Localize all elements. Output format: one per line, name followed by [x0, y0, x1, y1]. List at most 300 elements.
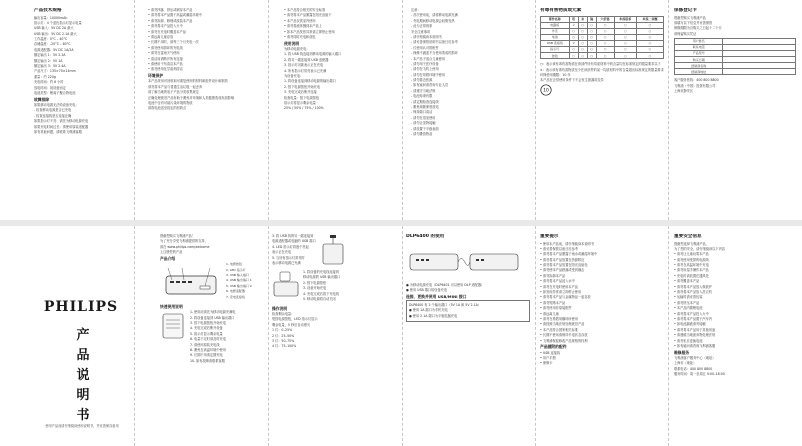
notice-line: • 请勿将本产品暴露在阳光直射下 [284, 13, 332, 18]
table-cell: 外壳 [541, 28, 570, 34]
tip-line: 3. 按下电源按钮开始充电 [190, 321, 226, 326]
table-cell: ○ [596, 46, 614, 52]
spec-line: 额定输出 3：5V 2.4A [34, 64, 66, 69]
dlp-captions [406, 283, 530, 292]
table-cell: ○ [596, 22, 614, 28]
safety-info-line: • 请勿将本产品放入微波炉 [674, 284, 712, 289]
usage-list [284, 47, 398, 110]
spec-line: 充电时间：约 6 小时 [34, 80, 64, 85]
form-label: 经销商地址 [675, 69, 723, 75]
service-line: 飞利浦客户服务中心（地址） [674, 356, 716, 361]
part-label: 2. LED 指示灯 [226, 267, 246, 272]
env-title: 环境保护 [148, 72, 164, 78]
tip-line: 8. 避免在高温环境中使用 [190, 348, 226, 352]
safety-info-line: • 请勿将本产品投入火中 [674, 311, 709, 316]
important-line: • 请妥善保管以备日后参考 [540, 246, 578, 251]
table-header-cell: 部件名称 [541, 16, 570, 22]
charge-device-line: 2. 按下电源按钮 [303, 280, 327, 285]
part-label: 7. 充电连接线 [226, 294, 245, 299]
table-cell: ○ [614, 28, 636, 34]
safety-info-line: 感谢您选择飞利浦产品， [674, 241, 710, 246]
cover-title-char: 产 [76, 328, 90, 343]
note-line: - 仅使用认可的配件 [411, 45, 439, 50]
table-cell: ○ [578, 34, 587, 40]
cover-title-char: 说 [76, 368, 90, 383]
faq-line: 如果指示灯不亮：请先为移动电源充电 [34, 119, 89, 124]
usage-line: 1. 将设备连接到移动电源的输出端口 [284, 79, 336, 84]
important-line: • 请勿将本产品浸入水中 [540, 279, 575, 284]
table-cell: 指示灯 [541, 46, 570, 52]
notice-list [284, 8, 398, 39]
warranty-footer-line: 上海市静安区 [674, 89, 694, 94]
safety-line: • 请勿使用损坏的充电线 [148, 45, 183, 50]
charge-device-line: 移动电源的 USB 输出端口 [303, 275, 341, 280]
warranty-footer-line: 客户服务热线：400 800 8800 [674, 78, 719, 83]
env-list [148, 79, 264, 110]
table-cell: ○ [636, 40, 663, 46]
faq-title: 故障排除 [34, 96, 50, 102]
important-line: • 长期不使用请保持半电状态存放 [540, 333, 588, 338]
intro-line: 感谢您购买飞利浦产品！ [160, 234, 196, 238]
note-line: - 电池寿命有限 [411, 94, 433, 99]
charge-bank-line: 表示正在充电 [272, 250, 292, 255]
note-line: 安全注意事项 [411, 29, 431, 34]
service-line: 联系电话：400 800 8800 [674, 366, 713, 371]
safety-list [148, 8, 264, 71]
power-bank-illustration [160, 262, 222, 302]
safety-line: • 请勿拆卸、修理或改装本产品 [148, 18, 193, 23]
table-cell: ○ [587, 40, 596, 46]
spec-line: 工作温度：0°C – 40°C [34, 37, 68, 42]
table-cell: ○ [614, 22, 636, 28]
note-line: - 请妥善保管说明书以备日后参考 [411, 40, 458, 45]
cover-title [68, 326, 98, 426]
spec-line: 电源适配器：5V DC 1A/2A [34, 47, 74, 52]
charge-device-line: 3. 设备开始充电 [303, 286, 327, 291]
usage-line: 25% / 50% / 75% / 100% [284, 106, 324, 111]
table-header-cell: 铅 [569, 16, 578, 22]
form-label: 用户姓名 [675, 38, 723, 44]
safety-info-line: • 请勿挤压本产品 [674, 300, 700, 305]
charge-bank-line: 5. 当所有指示灯常亮时 [272, 255, 305, 260]
safety-info-line: • 请勿覆盖本产品 [674, 279, 700, 284]
note-line: - 请勿在易燃环境中使用 [411, 72, 446, 77]
important-line: • 请勿将本产品暴露于雨水或潮湿环境中 [540, 252, 598, 257]
table-cell: 按钮 [541, 53, 570, 59]
hazard-notes [540, 62, 664, 82]
important-line: • 请勿将本产品放置在热源附近 [540, 257, 585, 262]
fold-line [268, 226, 269, 446]
table-cell: ○ [614, 34, 636, 40]
charge-bank-line: 4. LED 指示灯将逐个亮起 [272, 244, 309, 249]
note-line: - 避免频繁深度放电 [411, 105, 439, 110]
dlp-subtitle: 连接、更换并使用 USB/MINI 接口 [406, 293, 467, 299]
service-line: 服务时间：周一至周五 9:00–18:00 [674, 372, 725, 377]
note-line: - 本产品不适合儿童使用 [411, 56, 446, 61]
usage-title: 使用说明 [284, 40, 300, 46]
spec-line: 存储温度：-20°C – 60°C [34, 42, 71, 47]
table-cell: ○ [596, 34, 614, 40]
safety-info-line: • 如有疑问请咨询飞利浦客服 [674, 343, 716, 348]
faq-line: 如有其他问题，请联系飞利浦客服 [34, 130, 82, 135]
dlp-illustration [406, 242, 526, 282]
bottom-col-important [540, 234, 664, 438]
usage-line: 3. 指示灯闪烁表示正在充电 [284, 63, 324, 68]
warranty-footer [674, 78, 796, 93]
top-col-specs [34, 8, 130, 212]
part-label: 4. USB 输出端口 1 [226, 278, 252, 283]
important-line: • 请勿在易燃易爆场所使用 [540, 316, 578, 321]
important-line: • 请远离儿童 [540, 311, 559, 316]
tip-line: 4. 充电完成后断开设备 [190, 326, 223, 331]
dlp-caption: ● 使用 USB 端口给设备充电 [406, 287, 448, 292]
table-header-cell: 多溴联苯 [614, 16, 636, 22]
warranty-intro-line: 保修期限为自购买之日起十二个月 [674, 26, 722, 31]
note-line: - 请勿在飞机上使用 [411, 67, 439, 72]
charging-illustration [319, 234, 347, 268]
note-line: - 如有疑问请咨询专业人员 [411, 83, 449, 88]
table-cell: ○ [587, 28, 596, 34]
table-cell: ○ [569, 53, 578, 59]
faq-list [34, 103, 130, 134]
charge-bank-line: 3. 将 USB 线的另一端连接到 [272, 234, 314, 238]
top-col-notes [411, 8, 531, 212]
warranty-intro-line: 请填写以下信息并妥善保管 [674, 20, 713, 25]
safety-info-line: • 请勿用湿手操作本产品 [674, 268, 709, 273]
important-line: • 请勿将本产品放置在阳光直射处 [540, 263, 588, 268]
form-field[interactable] [723, 69, 796, 75]
important-list [540, 242, 664, 343]
table-cell: ○ [596, 28, 614, 34]
fold-line [268, 0, 269, 220]
table-cell: ○ [614, 40, 636, 46]
part-label: 3. USB 输入端口 [226, 273, 249, 278]
usage-line: 1. 将 USB 线连接到移动电源的输入端口 [284, 52, 342, 57]
table-cell: ○ [578, 22, 587, 28]
safety-info-line: • 请勿私自更换电池 [674, 338, 703, 343]
table-cell: × [569, 40, 578, 46]
spec-line: 放电时间：视设备而定 [34, 85, 66, 90]
important-line: • 使用本产品前，请仔细阅读本说明书 [540, 241, 594, 246]
top-sheet [0, 0, 802, 220]
notice-line: • 本产品仅供室内使用 [284, 18, 316, 23]
table-cell: ○ [578, 40, 587, 46]
table-cell: ○ [569, 34, 578, 40]
intro-line: 为了充分享受飞利浦提供的支持， [160, 239, 208, 244]
tip-line: 2. 将设备连接到 USB 输出端口 [190, 315, 235, 320]
faq-line: 如果充电时间过长：请使用原装适配器 [34, 124, 89, 129]
table-cell: ○ [636, 53, 663, 59]
note-line: - 请放置于平稳表面 [411, 126, 439, 131]
form-label: 产品型号 [675, 50, 723, 56]
top-col-safety [148, 8, 264, 212]
note-line: - 请勿叠放物品 [411, 131, 433, 136]
ops-line: 短按电源按钮，LED 指示灯显示 [272, 317, 318, 322]
tip-line: 9. 长期不用请定期充电 [190, 353, 223, 358]
notice-line: • 本产品符合相关的安全标准 [284, 8, 326, 12]
charge-device-steps [303, 270, 340, 304]
usage-line: 3. 充电完成后断开连接 [284, 90, 317, 95]
safety-info-line: • 运输时请妥善包装 [674, 295, 703, 300]
hazard-table [540, 16, 664, 60]
accessory-line: • 用户手册 [540, 356, 556, 361]
important-line: • 本产品符合国家相关标准 [540, 327, 578, 332]
note-line: - 请定期检查连接线 [411, 99, 439, 104]
table-cell: ○ [587, 34, 596, 40]
safety-line: • 请勿在充电时覆盖本产品 [148, 29, 186, 34]
accessories-list [540, 351, 664, 366]
warranty-form [674, 38, 796, 76]
notes-list [411, 8, 531, 136]
cover-note: 使用产品前请仔细阅读使用说明书，并妥善保存备用 [45, 424, 119, 428]
important-line: • 请勿将本产品与金属物品一起存放 [540, 295, 591, 300]
bottom-col-charging [272, 234, 398, 438]
note-line: - 此为正常现象 [411, 24, 433, 29]
table-row [541, 53, 664, 59]
dlp-note: ● 使用 2.1A 端口为平板电脑充电 [409, 313, 458, 318]
form-label: 购买日期 [675, 57, 723, 63]
fold-line [134, 226, 135, 446]
table-cell: ○ [596, 53, 614, 59]
safety-line: • 请勿将本产品投入火中 [148, 24, 183, 29]
bottom-col-safety-info [674, 234, 796, 438]
cover-title-char: 品 [76, 348, 90, 363]
table-cell: ○ [587, 53, 596, 59]
important-line: • 请勿使用非原装配件 [540, 306, 572, 311]
tip-line: 10. 如有故障请联系客服 [190, 358, 225, 363]
hazard-note: ×：表示该有毒有害物质至少在该部件的某一均质材料中的含量超出标准规定的限量要求 [540, 67, 664, 72]
tip-line: 1. 使用前请先为移动电源充满电 [190, 310, 236, 315]
env-line: 本产品采用可回收和可重复使用的材料和组件设计和制造 [148, 79, 228, 84]
ops-line: 1 灯：0–25% [272, 328, 293, 333]
safety-info-line: • 充电时请放置在通风处 [674, 273, 709, 278]
warranty-intro-line: 请保留购买凭证 [674, 31, 697, 36]
intro-line: 请在 www.philips.com/welcome [160, 244, 210, 249]
note-line: - 充电期间移动电源会轻微发热 [411, 18, 455, 23]
safety-info-line: • 本产品内置锂电池 [674, 306, 703, 311]
usage-line: 检查电量：按下电源按钮 [284, 95, 320, 100]
table-cell: ○ [569, 46, 578, 52]
faq-line: - 检查移动电源是否已充电 [34, 108, 72, 113]
table-cell: 电池 [541, 34, 570, 40]
warranty-intro-line: 感谢您购买飞利浦产品 [674, 15, 706, 20]
table-header-cell: 六价铬 [596, 16, 614, 22]
recycle-icon [540, 84, 552, 96]
top-col-usage [284, 8, 398, 212]
safety-line: • 长期不用时，请每三个月充电一次 [148, 40, 199, 45]
tip-line: 7. 请使用原装充电线 [190, 342, 220, 347]
accessories-title: 产品随附的配件 [540, 344, 567, 350]
important-line: • 请勿短路本产品 [540, 300, 566, 305]
form-label: 经销商名称 [675, 63, 723, 69]
recycle-years: 10 [543, 89, 549, 95]
bottom-col-intro [160, 234, 264, 438]
env-line: 请勿将本产品与普通生活垃圾一起丢弃 [148, 84, 203, 89]
note-line: - 请勿靠近热源 [411, 78, 433, 83]
note-line: - 保修不涵盖不当使用造成的损坏 [411, 51, 458, 56]
safety-line: • 清洁前请断开所有连接 [148, 56, 183, 61]
part-label: 6. 电源适配器 [226, 289, 245, 294]
diagram-title: 产品介绍 [160, 255, 176, 261]
table-header-cell: 多溴二苯醚 [636, 16, 663, 22]
table-cell: ○ [636, 22, 663, 28]
fold-line [402, 0, 403, 220]
faq-line: 如果移动电源无法给设备充电： [34, 103, 79, 108]
table-cell: ○ [636, 46, 663, 52]
ops-line: 检查剩余电量： [272, 312, 295, 316]
usage-line: 4. 所有指示灯常亮表示已充满 [284, 68, 327, 73]
ops-line: 3 灯：50–75% [272, 338, 295, 343]
adapter-illustration [160, 310, 186, 342]
hazard-title: 有毒有害物质或元素 [540, 8, 582, 13]
spec-line: 重量：约 220g [34, 74, 56, 79]
safety-info-line: 为了您的安全，请仔细阅读以下内容 [674, 246, 725, 251]
table-cell: × [569, 22, 578, 28]
service-list [674, 356, 796, 376]
safety-info-line: • 请勿将本产品放入洗衣机 [674, 290, 712, 295]
recycle-mark [540, 84, 664, 96]
fold-line [134, 0, 135, 220]
safety-line: • 请远离儿童存放 [148, 34, 174, 39]
safety-info-line: • 如电池漏液请勿接触 [674, 322, 706, 327]
important-line: • 请勿使本产品跌落或受到撞击 [540, 268, 585, 273]
safety-info-line: • 请勿让儿童玩耍本产品 [674, 252, 709, 257]
spec-line: 产品尺寸：135×70×14mm [34, 69, 76, 74]
note-line: - 首次使用前，请将移动电源充满 [411, 13, 458, 18]
table-cell: ○ [596, 40, 614, 46]
cover-title-char: 书 [76, 408, 90, 423]
table-cell: ○ [614, 46, 636, 52]
safety-line: • 请勿使用化学溶剂清洁 [148, 67, 183, 72]
charge-device-line: 5. 移动电源将自动关闭 [303, 296, 336, 301]
spec-line: USB 输入：5V DC 2A 最大 [34, 26, 74, 31]
ops-line: 4 灯：75–100% [272, 344, 297, 349]
specs-title: 产品技术规格 [34, 8, 62, 13]
part-label: 5. USB 输出端口 2 [226, 283, 252, 288]
important-line: • 请勿在充电时使用本产品 [540, 284, 578, 289]
table-cell: ○ [587, 22, 596, 28]
ops-line: 剩余电量，5 秒后自动熄灭 [272, 322, 311, 327]
fold-line [668, 0, 669, 220]
tip-line: 6. 电量不足时请及时充电 [190, 337, 226, 342]
spec-line: 额定输出 2：5V 1A [34, 58, 63, 63]
safety-info-title: 重要安全信息 [674, 234, 702, 239]
service-title: 维修服务 [674, 349, 690, 355]
product-diagram [160, 262, 264, 302]
safety-info-line: • 请勿使用受损的电源线 [674, 257, 709, 262]
charge-device-line: 1. 将设备的充电线连接到 [303, 270, 339, 274]
bottom-col-dlp [406, 234, 530, 438]
usage-line: 为移动电源充电： [284, 47, 310, 52]
safety-info-list [674, 242, 796, 349]
service-line: 上海市（地址） [674, 361, 697, 366]
faq-line: - 检查连接线是否连接正确 [34, 113, 72, 118]
note-line: - 请勿在浴室使用 [411, 115, 436, 120]
safety-line: • 请勿在雷雨天气使用 [148, 51, 180, 56]
table-cell: ○ [614, 53, 636, 59]
table-header-cell: 镉 [587, 16, 596, 22]
part-label: 1. 电源按钮 [226, 262, 242, 267]
form-label: 联系电话 [675, 44, 723, 50]
usage-line: 为设备充电： [284, 74, 304, 78]
fold-line [535, 226, 536, 446]
safety-line: • 请使用干布清洁本产品 [148, 61, 183, 66]
warranty-intro [674, 16, 796, 36]
table-cell: ○ [569, 28, 578, 34]
quick-tips-list [190, 310, 236, 364]
charge-device-line: 4. 充电完成后拔下充电线 [303, 291, 339, 296]
note-line: - 请遵守当地法规 [411, 88, 436, 93]
bottom-sheet [0, 226, 802, 446]
note-line: - 请仔细阅读本说明书 [411, 34, 442, 39]
table-cell: USB 连接线 [541, 40, 570, 46]
usage-line: 2. 按下电源按钮开始充电 [284, 84, 320, 89]
accessory-line: • USB 连接线 [540, 350, 561, 355]
tip-line: 5. 指示灯显示剩余电量 [190, 331, 223, 336]
table-cell: ○ [587, 46, 596, 52]
top-col-hazard [540, 8, 664, 212]
env-line: 电池中含有可能污染环境的物质 [148, 100, 193, 105]
hazard-note: 本产品在正常使用条件下不会发生泄漏或变异 [540, 78, 604, 83]
notice-line: • 如本产品发热异常请立即停止使用 [284, 29, 335, 34]
env-line: 正确处理废旧产品有助于避免对环境和人类健康造成负面影响 [148, 95, 235, 100]
note-line: - 请勿用于医疗设备 [411, 61, 439, 66]
ops-list [272, 312, 398, 348]
ops-line: 2 灯：25–50% [272, 333, 295, 338]
warranty-footer-line: 飞利浦（中国）投资有限公司 [674, 83, 716, 88]
notice-line: • 请勿将液体溅到本产品上 [284, 24, 322, 29]
cover-title-char: 明 [76, 388, 90, 403]
fold-line [535, 0, 536, 220]
specs-list [34, 16, 130, 96]
important-title: 重要提示 [540, 234, 559, 239]
device-charging-illustration [272, 270, 300, 304]
important-line: • 请勿拆卸本产品 [540, 273, 566, 278]
safety-line: • 请勿摔落、挤压或刺穿本产品 [148, 8, 193, 12]
fold-line [402, 226, 403, 446]
quick-tips-title: 快速使用说明 [160, 303, 183, 309]
dlp-title: DLP6400 的使用 [406, 234, 445, 239]
form-row [675, 69, 796, 75]
table-cell: ○ [636, 34, 663, 40]
spec-line: 电池类型：锂离子聚合物电池 [34, 90, 76, 95]
note-line: 注意： [411, 8, 421, 12]
important-line: • 如发现异常请立即停止使用 [540, 290, 582, 295]
safety-info-line: • 请勿将本产品用于其他用途 [674, 327, 716, 332]
fold-line [668, 226, 669, 446]
warranty-title: 保修登记卡 [674, 8, 697, 13]
spec-line: USB 输出：5V DC 2.1A 最大 [34, 31, 77, 36]
charge-bank-steps [272, 234, 316, 268]
hazard-note: 环保使用期限：10 年 [540, 72, 571, 77]
intro-text [160, 234, 264, 254]
important-line: • 飞利浦保留修改产品规格的权利 [540, 338, 588, 343]
note-line: - 请勿让宠物接触 [411, 121, 436, 126]
spec-line: 额定输出 1：5V 2.1A [34, 53, 66, 58]
usage-line: 2. 将另一端连接到 USB 适配器 [284, 57, 329, 62]
safety-info-line: • 请勿在高温环境中充电 [674, 263, 709, 268]
usage-line: 指示灯将显示剩余电量 [284, 100, 316, 105]
hazard-note: ○：表示该有毒有害物质在该部件所有均质材料中的含量均在标准规定的限量要求以下 [540, 62, 661, 67]
table-cell: ○ [636, 28, 663, 34]
spec-line: 指示灯：4 个蓝色指示灯显示电量 [34, 20, 82, 25]
note-line: - 保持端口清洁 [411, 110, 433, 115]
top-col-warranty [674, 8, 796, 212]
env-line: 请了解当地的电子产品分类收集规定 [148, 90, 199, 95]
safety-info-line: • 请勿将本产品置于汽车内 [674, 316, 712, 321]
table-cell: ○ [578, 53, 587, 59]
dlp-note: DLP6400 有 2 个输出端口（5V 1A 和 5V 2.1A） [409, 303, 481, 308]
